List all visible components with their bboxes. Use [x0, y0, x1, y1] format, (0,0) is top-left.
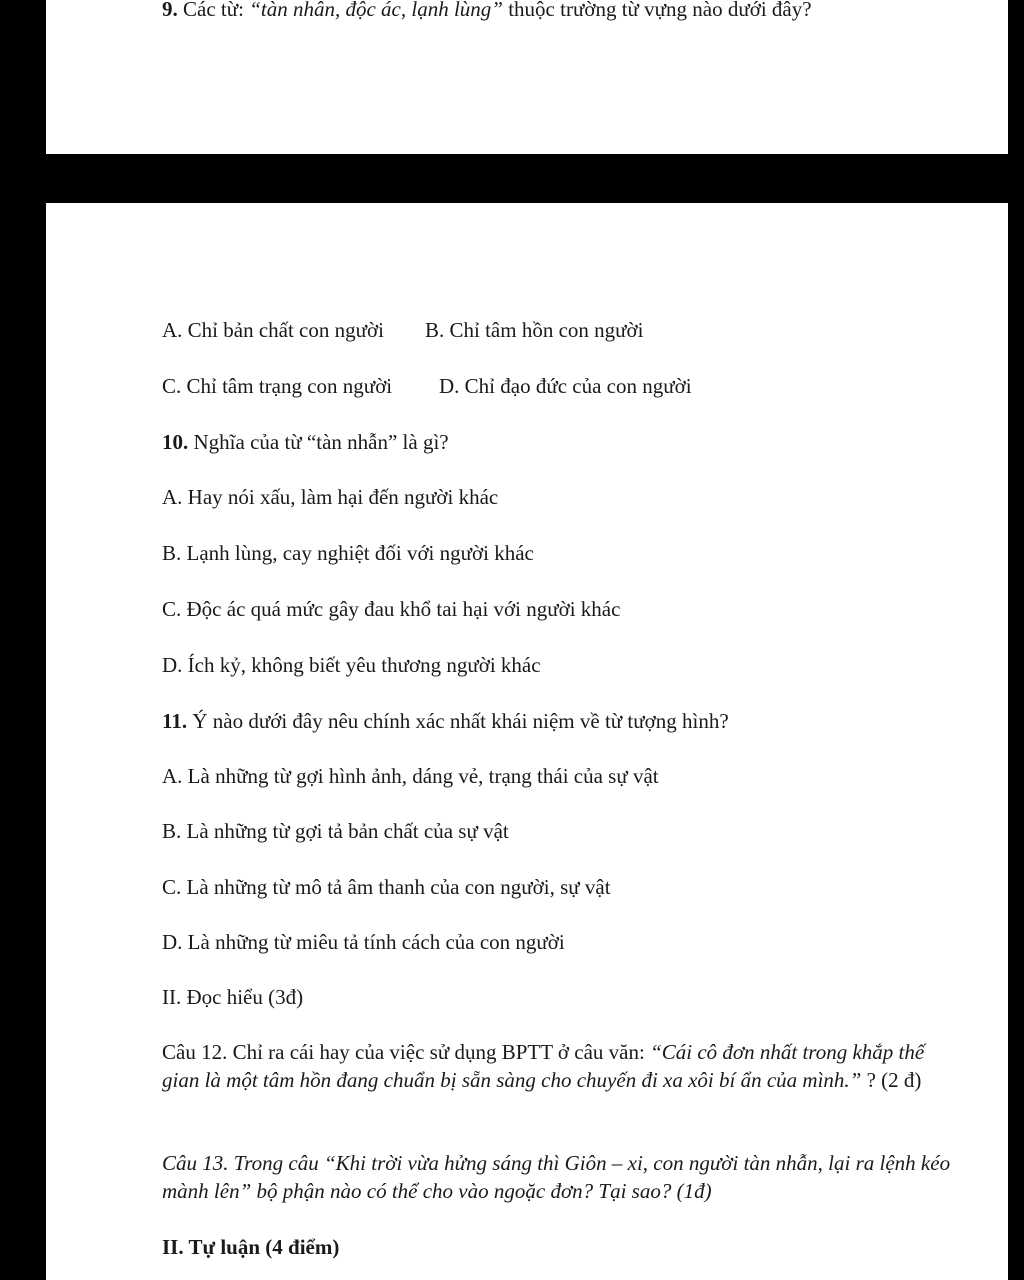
option-b: B. Lạnh lùng, cay nghiệt đối với người khác	[162, 541, 534, 565]
option-d: D. Chỉ đạo đức của con người	[439, 374, 692, 398]
page-main	[46, 203, 1008, 1280]
question-quote: “tàn nhân, độc ác, lạnh lùng”	[249, 0, 503, 21]
question-text-suffix: thuộc trường từ vựng nào dưới đây?	[502, 0, 812, 21]
section-heading-reading: II. Đọc hiểu (3đ)	[162, 985, 304, 1009]
option-a: A. Hay nói xấu, làm hại đến người khác	[162, 485, 499, 509]
question-quote: “Cái cô đơn nhất trong khắp thế gian là một tâm hồn đang chuẩn bị sẵn sàng cho chuyến đi xa xôi bí ẩn của mình.”	[162, 1040, 925, 1092]
option-c: C. Độc ác quá mức gây đau khổ tai hại với người khác	[162, 597, 621, 621]
question-12	[162, 1038, 962, 1094]
question-text: Ý nào dưới đây nêu chính xác nhất khái niệm về từ tượng hình?	[187, 709, 729, 733]
question-text-prefix: Các từ:	[183, 0, 250, 21]
question-text: Nghĩa của từ “tàn nhẫn” là gì?	[188, 430, 449, 454]
options-row-cd	[162, 373, 922, 399]
question-text: Câu 12. Chỉ ra cái hay của việc sử dụng BPTT ở câu văn:	[162, 1040, 651, 1064]
question-points: ? (2 đ)	[861, 1068, 922, 1092]
option-d: D. Là những từ miêu tả tính cách của con người	[162, 930, 565, 954]
question-number: 9.	[162, 0, 178, 21]
question-13: Câu 13. Trong câu “Khi trời vừa hửng sáng thì Giôn – xi, con người tàn nhẫn, lại ra lệnh kéo mành lên” bộ phận nào có thể cho vào ngoặc đơn? Tại sao? (1đ)	[162, 1151, 951, 1203]
page-fragment-top	[46, 0, 1008, 154]
option-b: B. Chỉ tâm hồn con người	[425, 318, 644, 342]
question-number: 10.	[162, 430, 189, 454]
section-heading-essay: II. Tự luận (4 điểm)	[162, 1235, 340, 1259]
option-d: D. Ích kỷ, không biết yêu thương người khác	[162, 653, 541, 677]
option-b: B. Là những từ gợi tả bản chất của sự vật	[162, 819, 509, 843]
question-9	[162, 0, 812, 22]
question-number: 11.	[162, 709, 188, 733]
option-a: A. Chỉ bản chất con người	[162, 318, 384, 342]
option-c: C. Là những từ mô tả âm thanh của con người, sự vật	[162, 875, 611, 899]
option-a: A. Là những từ gợi hình ảnh, dáng vẻ, trạng thái của sự vật	[162, 764, 659, 788]
question-10	[162, 429, 449, 455]
option-c: C. Chỉ tâm trạng con người	[162, 374, 393, 398]
question-11	[162, 708, 729, 734]
options-row-ab	[162, 317, 922, 343]
